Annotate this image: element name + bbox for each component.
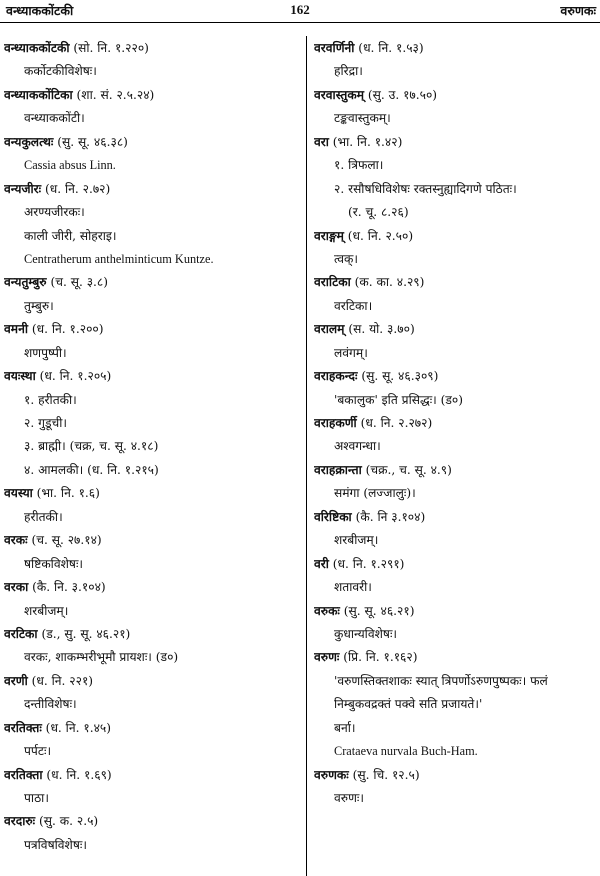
entry-line xyxy=(4,366,300,389)
definition-line: १. त्रिफला। xyxy=(334,158,384,173)
headword: वराहकन्दः xyxy=(314,369,358,384)
source-reference: (चक्र., च. सू. ४.९) xyxy=(361,462,452,477)
headword: वरतिक्ता xyxy=(4,767,43,782)
headword: वरुणकः xyxy=(314,767,349,782)
headword: वरुणः xyxy=(314,650,340,665)
headword: वरी xyxy=(314,556,329,571)
headword: वरणी xyxy=(4,673,28,688)
source-reference: (कै. नि ३.१०४) xyxy=(351,509,426,524)
definition-line: शरबीजम्। xyxy=(334,533,379,548)
entry-line xyxy=(4,483,300,506)
page-header xyxy=(0,0,600,23)
definition-line: पर्पटः। xyxy=(24,744,52,759)
definition-line: बर्ना। xyxy=(334,720,356,735)
headword: वन्यकुलत्थः xyxy=(4,134,54,149)
source-reference: (सु. सू. ४६.२१) xyxy=(339,603,415,618)
headword: वन्यतुम्बुरु xyxy=(4,275,47,290)
entry-line xyxy=(4,179,300,202)
headword: वरका xyxy=(4,580,29,595)
headword: वयस्या xyxy=(4,486,33,501)
definition-line: शणपुष्पी। xyxy=(24,345,67,360)
entry-line xyxy=(314,85,598,108)
source-reference: (च. सू. ३.८) xyxy=(46,275,109,290)
entry-line xyxy=(314,601,598,624)
definition-line: कुधान्यविशेषः। xyxy=(334,626,398,641)
source-reference: (ध. नि. १.२९१) xyxy=(328,556,405,571)
definition-line: टङ्कवास्तुकम्। xyxy=(334,111,391,126)
entry-line xyxy=(4,85,300,108)
headword: वरा xyxy=(314,134,329,149)
entry-line xyxy=(4,319,300,342)
entry-line xyxy=(314,507,598,530)
definition-line: २. रसौषधिविशेषः रक्तस्नुह्यादिगणे पठितः। xyxy=(334,181,517,196)
headword: वरदारुः xyxy=(4,814,36,829)
definition-line: वरकः, शाकम्भरीभूमौ प्रायशः। (ड०) xyxy=(24,650,179,665)
column-divider xyxy=(306,36,307,876)
entry-line xyxy=(314,765,598,788)
left-column xyxy=(4,38,300,858)
source-reference: (प्रि. नि. १.१६२) xyxy=(339,650,418,665)
definition-line: शरबीजम्। xyxy=(24,603,69,618)
source-reference: (सो. नि. १.२२०) xyxy=(69,41,149,55)
headword: वरिष्टिका xyxy=(314,509,352,524)
entry-line xyxy=(314,366,598,389)
entry-line xyxy=(314,460,598,483)
definition-line: दन्तीविशेषः। xyxy=(24,697,77,712)
definition-line: निम्बुकवद्रक्तं पक्वे सति प्रजायते।' xyxy=(334,697,483,712)
entry-line xyxy=(4,624,300,647)
source-reference: (स. यो. ३.७०) xyxy=(344,322,415,337)
source-reference: (सु. सू. ४६.३८) xyxy=(53,134,128,149)
definition-line: वरुणः। xyxy=(334,791,364,805)
entry-line xyxy=(4,272,300,295)
headword: वरतिक्तः xyxy=(4,720,42,735)
entry-line xyxy=(314,132,598,155)
headword: वरवर्णिनी xyxy=(314,41,355,55)
definition-line: पाठा। xyxy=(24,791,49,805)
source-reference: (ध. नि. १.५३) xyxy=(354,41,424,55)
entry-line xyxy=(4,811,300,834)
source-reference: (सु. क. २.५) xyxy=(35,814,99,829)
headword: वमनी xyxy=(4,322,28,337)
headword: वरटिका xyxy=(4,626,38,641)
definition-line: २. गुडूची। xyxy=(24,416,67,430)
definition-line: हरीतकी। xyxy=(24,509,63,524)
source-reference: (ध. नि. २२१) xyxy=(27,673,94,688)
definition-line: ४. आमलकी। (ध. नि. १.२१५) xyxy=(24,462,159,477)
source-reference: (सु. चि. १२.५) xyxy=(348,767,420,782)
entry-line xyxy=(314,647,598,670)
source-reference: (शा. सं. २.५.२४) xyxy=(72,87,155,102)
entry-line xyxy=(4,132,300,155)
definition-line: हरिद्रा। xyxy=(334,64,363,79)
entry-line xyxy=(4,577,300,600)
source-reference: (सु. उ. १७.५०) xyxy=(364,87,438,102)
entry-line xyxy=(314,413,598,436)
entry-line xyxy=(314,226,598,249)
headword: वयःस्था xyxy=(4,369,36,384)
entry-line xyxy=(314,272,598,295)
source-reference: (क. का. ४.२९) xyxy=(350,275,425,290)
definition-line: कर्कोटकीविशेषः। xyxy=(24,64,97,79)
source-reference: (ड., सु. सू. ४६.२१) xyxy=(37,626,131,641)
source-reference: (ध. नि. १.२०५) xyxy=(35,369,112,384)
entry-line xyxy=(314,38,598,61)
headword: वरालम् xyxy=(314,322,345,337)
definition-line: शतावरी। xyxy=(334,580,372,595)
definition-line: वरटिका। xyxy=(334,298,373,313)
latin-name: Crataeva nurvala Buch-Ham. xyxy=(334,744,478,759)
entry-line xyxy=(314,554,598,577)
definition-line: ३. ब्राह्मी। (चक्र, च. सू. ४.१८) xyxy=(24,439,159,454)
entry-line xyxy=(4,38,300,61)
entry-line xyxy=(4,530,300,553)
right-column xyxy=(314,38,598,811)
entry-line xyxy=(314,319,598,342)
header-left-guideword: वन्ध्याककोंटकी xyxy=(6,3,74,18)
source-reference: (भा. नि. १.६) xyxy=(32,486,100,501)
source-reference: (ध. नि. १.२००) xyxy=(28,322,104,337)
definition-line: १. हरीतकी। xyxy=(24,392,77,407)
headword: वराटिका xyxy=(314,275,351,290)
headword: वराहकर्णी xyxy=(314,416,357,430)
source-reference: (भा. नि. १.४२) xyxy=(328,134,403,149)
headword: वन्यजीरः xyxy=(4,181,42,196)
definition-line: 'बकालुक' इति प्रसिद्धः। (ड०) xyxy=(334,392,464,407)
headword: वन्ध्याककोंटकी xyxy=(4,41,70,55)
definition-line: (र. चू. ८.२६) xyxy=(348,205,409,220)
entry-line xyxy=(4,765,300,788)
definition-line: समंगा (लज्जालुः)। xyxy=(334,486,416,501)
headword: वरवास्तुकम् xyxy=(314,87,365,102)
latin-name: Centratherum anthelminticum Kuntze. xyxy=(24,251,214,266)
source-reference: (ध. नि. २.७२) xyxy=(41,181,111,196)
headword: वराङ्गम् xyxy=(314,228,344,243)
definition-line: अश्वगन्धा। xyxy=(334,439,381,454)
source-reference: (ध. नि. २.५०) xyxy=(343,228,414,243)
headword: वन्ध्याककोंटिका xyxy=(4,87,73,102)
source-reference: (कै. नि. ३.१०४) xyxy=(28,580,106,595)
latin-name: Cassia absus Linn. xyxy=(24,158,116,173)
definition-line: पत्रविषविशेषः। xyxy=(24,837,87,852)
header-right-guideword: वरुणकः xyxy=(560,3,596,18)
headword: वरकः xyxy=(4,533,28,548)
definition-line: लवंगम्। xyxy=(334,345,368,360)
page-number: 162 xyxy=(290,2,310,17)
definition-line: अरण्यजीरकः। xyxy=(24,205,85,220)
headword: वराहक्रान्ता xyxy=(314,462,362,477)
source-reference: (च. सू. २७.१४) xyxy=(27,533,102,548)
headword: वरुकः xyxy=(314,603,340,618)
definition-line: वन्ध्याककोंटी। xyxy=(24,111,85,126)
source-reference: (सु. सू. ४६.३०९) xyxy=(357,369,439,384)
source-reference: (ध. नि. १.४५) xyxy=(41,720,111,735)
definition-line: त्वक्। xyxy=(334,251,358,266)
definition-line: काली जीरी, सोहराइ। xyxy=(24,228,117,243)
source-reference: (ध. नि. १.६९) xyxy=(42,767,112,782)
entry-line xyxy=(4,671,300,694)
definition-line: 'वरुणस्तिक्तशाकः स्यात् त्रिपर्णोऽरुणपुष्पकः। फलं xyxy=(334,673,548,688)
source-reference: (ध. नि. २.२७२) xyxy=(356,416,433,430)
definition-line: तुम्बुरु। xyxy=(24,298,54,313)
entry-line xyxy=(4,718,300,741)
definition-line: षष्टिकविशेषः। xyxy=(24,556,84,571)
